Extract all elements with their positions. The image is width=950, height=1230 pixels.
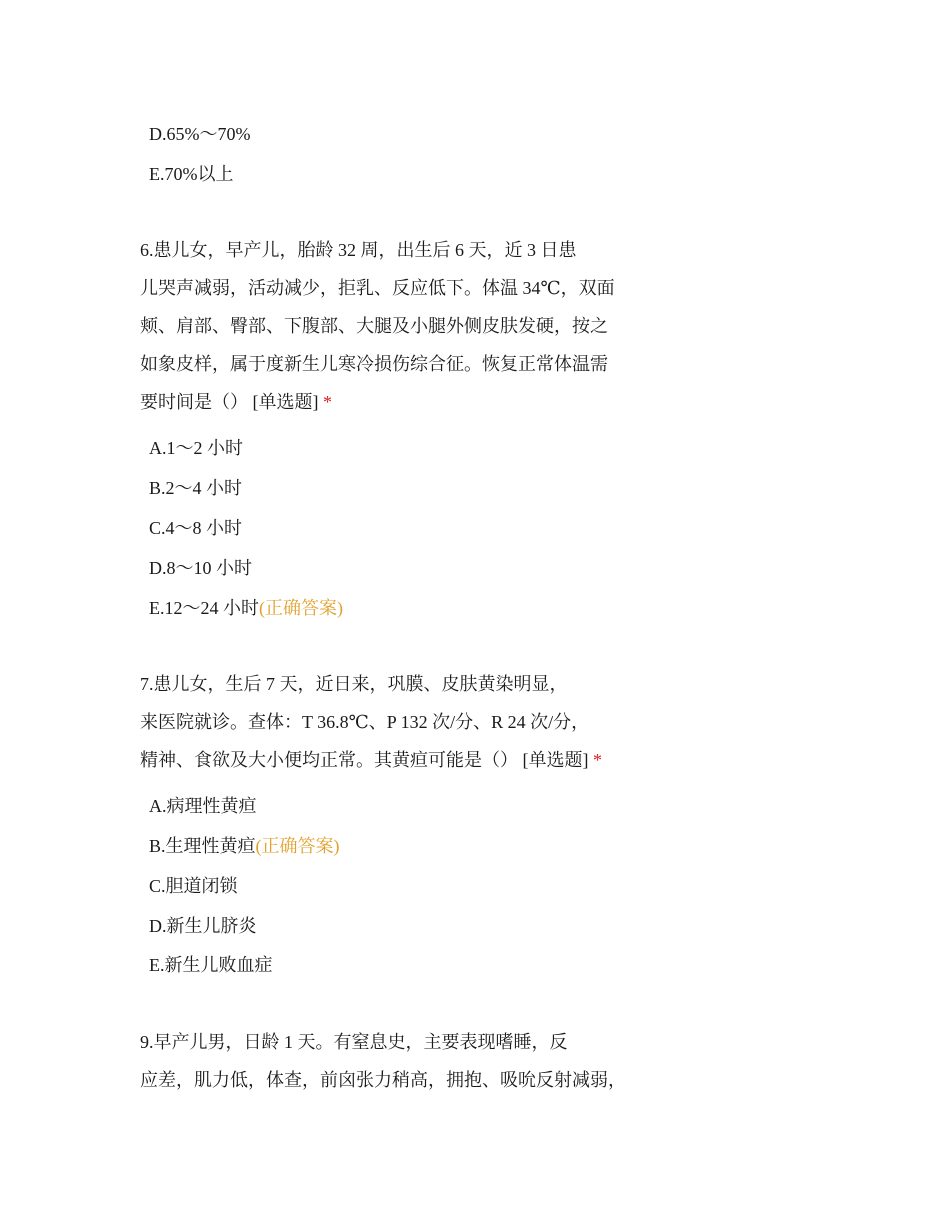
q7-line-3 xyxy=(140,749,602,771)
option-text: B.生理性黄疸 xyxy=(149,836,256,856)
q7-option-a[interactable] xyxy=(149,795,257,817)
option-text: E.70%以上 xyxy=(149,164,234,184)
q7-option-b[interactable] xyxy=(149,835,340,857)
q7-option-e[interactable] xyxy=(149,954,273,976)
q7-option-c[interactable] xyxy=(149,875,238,897)
option-text: C.胆道闭锁 xyxy=(149,876,238,896)
q6-option-b[interactable] xyxy=(149,477,242,499)
q6-option-e[interactable] xyxy=(149,597,343,619)
q6-line-4: 如象皮样，属于度新生儿寒冷损伤综合征。恢复正常体温需 xyxy=(140,354,608,374)
option-text: D.新生儿脐炎 xyxy=(149,916,257,936)
option-text: D.65%～70% xyxy=(149,124,251,144)
q6-line-1: 6.患儿女，早产儿，胎龄 32 周，出生后 6 天，近 3 日患 xyxy=(140,240,577,260)
q6-line-5 xyxy=(140,391,332,413)
q7-line-2: 来医院就诊。查体：T 36.8℃、P 132 次/分、R 24 次/分， xyxy=(140,712,590,732)
q7-line-1: 7.患儿女，生后 7 天，近日来，巩膜、皮肤黄染明显， xyxy=(140,674,568,694)
q9-line-1: 9.早产儿男，日龄 1 天。有窒息史，主要表现嗜睡，反 xyxy=(140,1032,568,1052)
q6-option-a[interactable] xyxy=(149,437,243,459)
q9-line-2: 应差，肌力低，体查，前囟张力稍高，拥抱、吸吮反射减弱， xyxy=(140,1070,626,1090)
q6-line-3: 颊、肩部、臀部、下腹部、大腿及小腿外侧皮肤发硬，按之 xyxy=(140,316,608,336)
option-text: A.1～2 小时 xyxy=(149,438,243,458)
option-text: B.2～4 小时 xyxy=(149,478,243,498)
required-marker: * xyxy=(323,392,332,412)
option-text: E.新生儿败血症 xyxy=(149,955,273,975)
option-text: E.12～24 小时 xyxy=(149,598,259,618)
option-e-prev[interactable] xyxy=(149,163,234,185)
option-text: D.8～10 小时 xyxy=(149,558,252,578)
q6-option-c[interactable] xyxy=(149,517,242,539)
correct-answer-badge: (正确答案) xyxy=(255,836,340,856)
option-text: A.病理性黄疸 xyxy=(149,796,257,816)
q6-line-5-text: 要时间是（） [单选题] xyxy=(140,392,323,412)
correct-answer-badge: (正确答案) xyxy=(259,598,343,618)
option-text: C.4～8 小时 xyxy=(149,518,243,538)
q6-option-d[interactable] xyxy=(149,557,252,579)
q6-line-2: 儿哭声减弱，活动减少，拒乳、反应低下。体温 34℃，双面 xyxy=(140,278,615,298)
q7-option-d[interactable] xyxy=(149,915,257,937)
q7-line-3-text: 精神、食欲及大小便均正常。其黄疸可能是（） [单选题] xyxy=(140,750,593,770)
required-marker: * xyxy=(593,750,602,770)
option-d-prev[interactable] xyxy=(149,123,251,145)
